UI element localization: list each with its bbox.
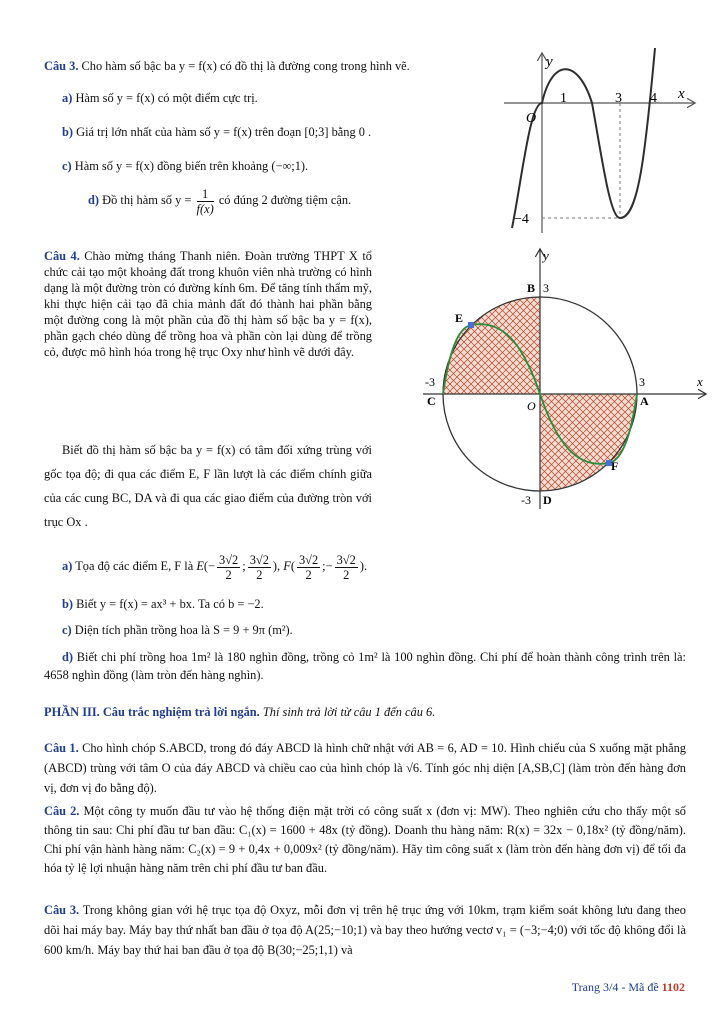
- q3-item-c: c) Hàm số y = f(x) đồng biến trên khoảng (−∞;1).: [62, 159, 309, 173]
- label-A-value: 3: [639, 375, 645, 389]
- label-C-value: -3: [425, 375, 435, 389]
- q4-item-b: b) Biết y = f(x) = ax³ + bx. Ta có b = −2.: [62, 597, 264, 611]
- p3-q3: Câu 3. Trong không gian với hệ trục tọa độ Oxyz, mỗi đơn vị trên hệ trục ứng với 10km, trạm kiểm soát không lưu đang theo dõi hai máy bay. Máy bay thứ nhất ban đầu ở tọa độ A(25;−10;1) và bay theo hướng vectơ v₁ = (−3;−4;0) với tốc độ không đổi là 600 km/h. Máy bay thứ hai ban đầu ở tọa độ B(30;−25;1,1) và: [44, 903, 686, 957]
- q4-label: Câu 4.: [44, 249, 80, 263]
- label-B: B: [527, 281, 536, 295]
- x-label: x: [697, 374, 703, 389]
- x-label: x: [678, 86, 685, 102]
- circle-graph: [415, 244, 715, 514]
- q4-item-d: d) Biết chi phí trồng hoa 1m² là 180 nghìn đồng, trồng cỏ 1m² là 100 nghìn đồng. Chi phí để hoàn thành công trình trên là: 4658 nghìn đồng (làm tròn đến hàng nghìn).: [44, 650, 686, 682]
- q4-para1: Câu 4. Chào mừng tháng Thanh niên. Đoàn trường THPT X tổ chức cải tạo một khoảng đất trong khuôn viên nhà trường có hình dạng là một đường tròn có đường kính 6m. Để tăng tính thẩm mỹ, khi thực hiện cải tạo đã chia mảnh đất đó thành hai phần bằng một đường cong là một phần của đồ thị hàm số bậc ba y = f(x), phần gạch chéo dùng để trồng hoa và phần còn lại dùng để trồng cỏ, được mô hình hóa trong hệ trục Oxy như hình vẽ dưới đây.: [44, 249, 372, 359]
- page-footer: Trang 3/4 - Mã đề 1102: [571, 980, 685, 994]
- q3-text: Cho hàm số bậc ba y = f(x) có đồ thị là đường cong trong hình vẽ.: [81, 59, 410, 73]
- tick-4: 4: [650, 91, 657, 106]
- q3-item-a: a) Hàm số y = f(x) có một điểm cực trị.: [62, 91, 258, 105]
- label-D-value: -3: [521, 493, 531, 507]
- q3-item-b: b) Giá trị lớn nhất của hàm số y = f(x) trên đoạn [0;3] bằng 0 .: [62, 125, 372, 139]
- tick-minus-4: −4: [514, 212, 529, 227]
- q3-d-fraction: $\frac{1}{f(x)}$: [196, 186, 214, 216]
- y-label: y: [543, 248, 549, 263]
- origin-label: O: [526, 111, 537, 126]
- p3-q2: Câu 2. Một công ty muốn đầu tư vào hệ thống điện mặt trời có công suất x (đơn vị: MW). Theo nghiên cứu cho thấy một số thông tin sau: Chi phí đầu tư ban đầu: C₁(x) = 1600 + 48x (tỷ đồng). Doanh thu hàng năm: R(x) = 32x − 0,18x² (tỷ đồng/năm). Chi phí vận hành hàng năm: C₂(x) = 9 + 0,4x + 0,009x² (tỷ đồng/năm). Hãy tìm công suất x (làm tròn đến hàng đơn vị) để tối đa hóa tỷ lệ lợi nhuận hàng năm trên chi phí đầu tư ban đầu.: [44, 804, 686, 875]
- q3-label: Câu 3.: [44, 59, 79, 73]
- label-F: F: [611, 459, 619, 473]
- label-E: E: [455, 311, 464, 325]
- tick-1: 1: [560, 91, 567, 106]
- q3-stem: [44, 58, 504, 74]
- q4-item-c: c) Diện tích phần trồng hoa là S = 9 + 9π (m²).: [62, 623, 293, 637]
- origin-label: O: [527, 399, 536, 413]
- label-D: D: [543, 493, 552, 507]
- q4-para2: Biết đồ thị hàm số bậc ba y = f(x) có tâm đối xứng trùng với gốc tọa độ; đi qua các điểm E, F lần lượt là các điểm chính giữa của các cung BC, DA và đi qua các giao điểm của đường tròn với trục Ox .: [44, 443, 372, 529]
- cubic-curve: [512, 48, 655, 228]
- tick-3: 3: [615, 91, 622, 106]
- point-E-marker: [468, 322, 474, 328]
- p3-q1: Câu 1. Cho hình chóp S.ABCD, trong đó đáy ABCD là hình chữ nhật với AB = 6, AD = 10. Hình chiếu của S xuống mặt phẳng (ABCD) trùng với tâm O của đáy ABCD và chiều cao của hình chóp là √6. Tính góc nhị diện [A,SB,C] (làm tròn đến hàng đơn vị, đơn vị đo bằng độ).: [44, 741, 686, 795]
- q3-item-d: d) Đồ thị hàm số y = $\frac{1}{f(x)}$ có đúng 2 đường tiệm cận.: [88, 186, 352, 216]
- y-label: y: [546, 54, 553, 70]
- label-A: A: [640, 394, 649, 408]
- q4-item-a: a) Tọa độ các điểm E, F là E(− $\frac{3√2}{2}$ ; $\frac{3√2}{2}$ ), F( $\frac{3√2}{2}$ ;− $\frac{3√2}{2}$ ).: [62, 552, 368, 582]
- label-B-value: 3: [543, 281, 549, 295]
- part3-heading: PHẦN III. Câu trắc nghiệm trả lời ngắn. Thí sinh trả lời từ câu 1 đến câu 6.: [44, 705, 436, 719]
- cubic-graph: [500, 48, 700, 238]
- label-C: C: [427, 394, 436, 408]
